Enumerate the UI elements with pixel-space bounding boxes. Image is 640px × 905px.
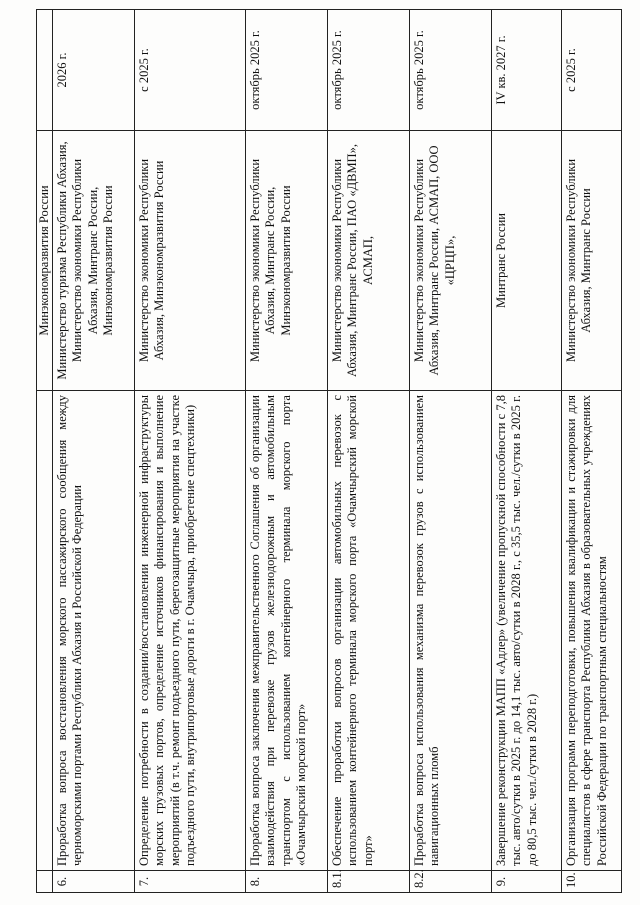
responsible-cell: Министерство экономики Республики Абхазия, Минтранс России, АСМАП, ООО «ЦРЦП», — [410, 131, 492, 391]
term-cell — [37, 10, 53, 131]
row-number: 8. — [246, 871, 328, 893]
action-plan-table — [36, 9, 622, 893]
term-cell: октябрь 2025 г. — [410, 10, 492, 131]
task-cell: Проработка вопроса восстановления морского пассажирского сообщения между черноморскими портами Республики Абхазия и Российской Федерации — [53, 391, 135, 871]
table-row — [246, 10, 328, 893]
task-cell: Проработка вопроса использования механизма перевозок грузов с использованием навигационных пломб — [410, 391, 492, 871]
responsible-cell: Министерство экономики Республики Абхазия, Минтранс России — [562, 131, 622, 391]
term-cell: с 2025 г. — [135, 10, 246, 131]
term-cell: 2026 г. — [53, 10, 135, 131]
row-number: 6. — [53, 871, 135, 893]
task-cell: Завершение реконструкции МАПП «Адлер» (увеличение пропускной способности с 7,8 тыс. авто/сутки в 2025 г. до 14,1 тыс. авто/сутки в 2028 г., с 35,5 тыс. чел./сутки в 2025 г. до 80,5 тыс. чел./сутки в 2028 г.) — [492, 391, 562, 871]
table-row — [562, 10, 622, 893]
term-cell: IV кв. 2027 г. — [492, 10, 562, 131]
row-number: 8.1. — [328, 871, 410, 893]
row-number: 7. — [135, 871, 246, 893]
responsible-cell: Министерство экономики Республики Абхазия, Минтранс России, Минэкономразвития России — [246, 131, 328, 391]
task-cell: Организация программ переподготовки, повышения квалификации и стажировки для специалистов в сфере транспорта Республики Абхазия в образовательных учреждениях Российской Федерации по транспортным специальностям — [562, 391, 622, 871]
responsible-cell: Минэкономразвития России — [37, 131, 53, 391]
responsible-cell: Министерство туризма Республики Абхазия, Министерство экономики Республики Абхазия, Минтранс России, Минэкономразвития России — [53, 131, 135, 391]
term-cell: октябрь 2025 г. — [246, 10, 328, 131]
task-cell: Обеспечение проработки вопросов организации автомобильных перевозок с использованием контейнерного терминала морского порта «Очамчырский морской порт» — [328, 391, 410, 871]
responsible-cell: Министерство экономики Республики Абхазия, Минтранс России, ПАО «ДВМП», АСМАП, — [328, 131, 410, 391]
task-cell: Проработка вопроса заключения межправительственного Соглашения об организации взаимодействия при перевозке грузов железнодорожным и автомобильным транспортом с использованием контейнерного терминала морского порта «Очамчырский морской порт» — [246, 391, 328, 871]
table-row — [328, 10, 410, 893]
responsible-cell: Минтранс России — [492, 131, 562, 391]
term-cell: с 2025 г. — [562, 10, 622, 131]
term-cell: октябрь 2025 г. — [328, 10, 410, 131]
table-row — [135, 10, 246, 893]
table-row — [53, 10, 135, 893]
row-number: 8.2. — [410, 871, 492, 893]
table-row — [492, 10, 562, 893]
row-number — [37, 871, 53, 893]
table-row — [37, 10, 53, 893]
row-number: 9. — [492, 871, 562, 893]
task-cell — [37, 391, 53, 871]
responsible-cell: Министерство экономики Республики Абхазия, Минэкономразвития России — [135, 131, 246, 391]
task-cell: Определение потребности в создании/восстановлении инженерной инфраструктуры морских грузовых портов, определение источников финансирования и выполнение мероприятий (в т.ч. ремонт подъездного пути, берегозащитные мероприятия на участке подъездного пути, внутрипортовые дороги в г. Очамчыра, приобретение спецтехники) — [135, 391, 246, 871]
row-number: 10. — [562, 871, 622, 893]
table-row — [410, 10, 492, 893]
